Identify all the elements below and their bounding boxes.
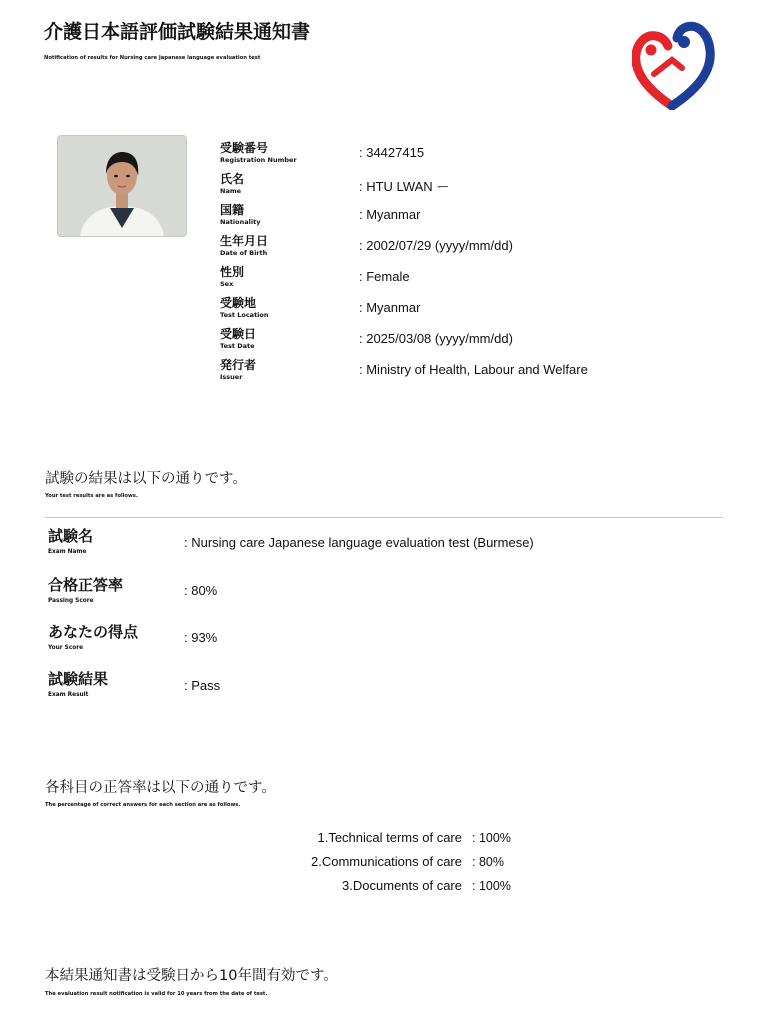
info-label-en: Registration Number <box>220 156 297 164</box>
result-label-jp: あなたの得点 <box>48 623 139 641</box>
section-value: : 80% <box>472 855 504 869</box>
info-value: : 34427415 <box>359 145 425 160</box>
section-name: 2.Communications of care <box>310 854 462 869</box>
result-label-en: Passing Score <box>48 598 94 604</box>
results-heading-en: Your test results are as follows. <box>45 493 138 499</box>
info-row-test-date <box>220 325 700 356</box>
divider <box>45 517 723 518</box>
result-row-exam-name <box>48 525 708 565</box>
info-label-en: Test Date <box>220 342 255 350</box>
document-title: 介護日本語評価試験結果通知書 <box>44 21 311 43</box>
info-row-test-location <box>220 294 700 325</box>
info-row-registration-number <box>220 139 700 170</box>
info-row-nationality <box>220 201 700 232</box>
info-value: : Myanmar <box>359 300 421 315</box>
result-label-en: Your Score <box>48 645 84 651</box>
sections-heading: 各科目の正答率は以下の通りです。 <box>45 780 276 796</box>
info-label-en: Issuer <box>220 373 243 381</box>
info-label-jp: 発行者 <box>220 358 257 372</box>
result-row-exam-result <box>48 668 708 708</box>
applicant-photo <box>58 136 186 236</box>
info-label-en: Test Location <box>220 311 269 319</box>
info-label-en: Nationality <box>220 218 261 226</box>
result-value: : 80% <box>184 583 218 598</box>
validity-note-en: The evaluation result notification is valid for 10 years from the date of test. <box>45 991 268 997</box>
info-label-jp: 受験番号 <box>220 141 269 155</box>
info-label-jp: 国籍 <box>220 203 245 217</box>
results-heading: 試験の結果は以下の通りです。 <box>45 471 247 487</box>
result-row-your-score <box>48 621 708 661</box>
info-value: : 2025/03/08 (yyyy/mm/dd) <box>359 331 513 346</box>
result-label-jp: 試験結果 <box>48 670 109 688</box>
info-label-jp: 性別 <box>220 265 245 279</box>
result-value: : Nursing care Japanese language evaluation test (Burmese) <box>184 535 534 550</box>
section-row <box>250 854 550 874</box>
result-label-en: Exam Result <box>48 692 89 698</box>
info-value: : 2002/07/29 (yyyy/mm/dd) <box>359 238 513 253</box>
result-label-jp: 試験名 <box>48 527 94 545</box>
info-value: : Female <box>359 269 410 284</box>
result-row-passing-score <box>48 574 708 614</box>
info-row-sex <box>220 263 700 294</box>
info-label-jp: 生年月日 <box>220 234 269 248</box>
section-name: 1.Technical terms of care <box>317 830 462 845</box>
section-value: : 100% <box>472 879 511 893</box>
section-row <box>250 830 550 850</box>
ministry-heart-logo-icon <box>632 16 716 110</box>
section-row <box>250 878 550 898</box>
info-label-jp: 受験日 <box>220 327 257 341</box>
info-row-date-of-birth <box>220 232 700 263</box>
info-value: : Ministry of Health, Labour and Welfare <box>359 362 588 377</box>
result-label-en: Exam Name <box>48 549 87 555</box>
info-label-jp: 受験地 <box>220 296 257 310</box>
section-name: 3.Documents of care <box>342 878 462 893</box>
info-label-jp: 氏名 <box>220 172 245 186</box>
info-label-en: Name <box>220 187 242 195</box>
result-value: : Pass <box>184 678 221 693</box>
info-label-en: Date of Birth <box>220 249 268 257</box>
info-value: : HTU LWAN ー <box>359 179 450 194</box>
document-subtitle: Notification of results for Nursing care Japanese language evaluation test <box>44 55 261 61</box>
validity-note: 本結果通知書は受験日から10年間有効です。 <box>45 968 338 984</box>
section-value: : 100% <box>472 831 511 845</box>
info-row-name <box>220 170 700 201</box>
info-label-en: Sex <box>220 280 234 288</box>
info-value: : Myanmar <box>359 207 421 222</box>
info-row-issuer <box>220 356 700 387</box>
sections-heading-en: The percentage of correct answers for each section are as follows. <box>45 802 241 808</box>
result-label-jp: 合格正答率 <box>48 576 124 594</box>
result-value: : 93% <box>184 630 218 645</box>
